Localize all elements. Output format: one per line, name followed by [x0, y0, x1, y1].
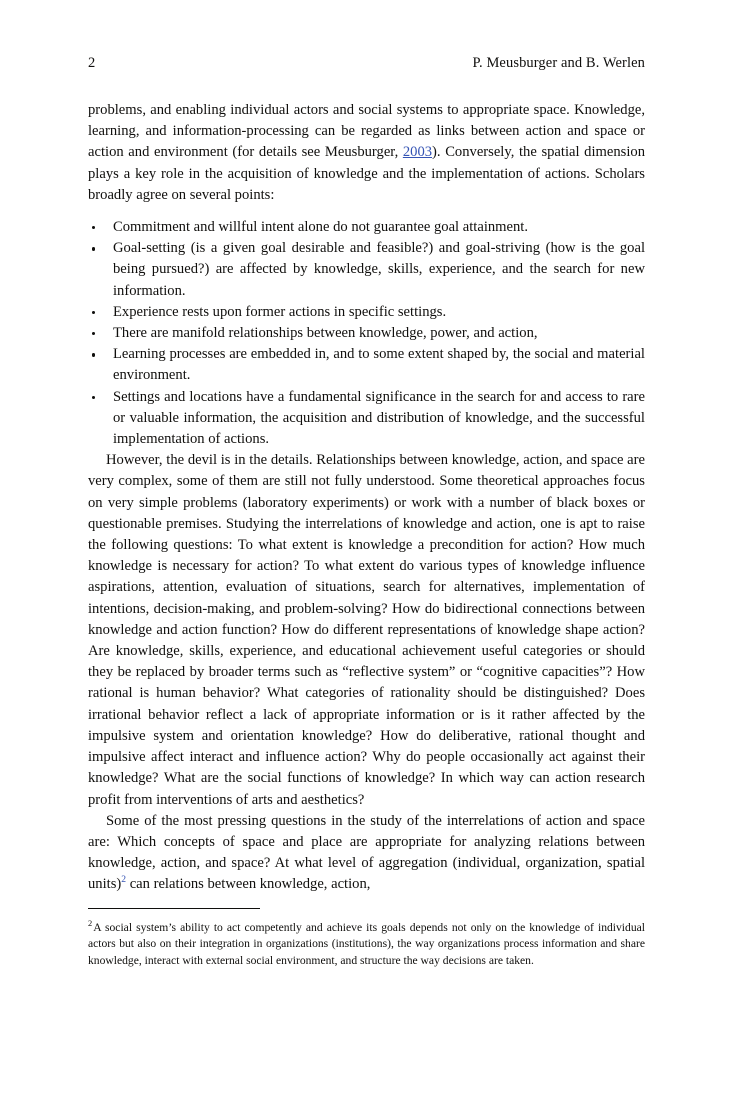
running-head — [88, 54, 645, 72]
paragraph-opening-text-after-link: ). Conversely, the spatial dimension plays a key role in the acquisition of knowledge and the implementation of actions. Scholars broadly agree on several points: — [88, 144, 645, 203]
paragraph-opening — [88, 100, 645, 206]
running-head-authors: P. Meusburger and B. Werlen — [472, 55, 645, 71]
footnote-entry — [88, 920, 645, 969]
list-item-label: Commitment and willful intent alone do not guarantee goal attainment. — [113, 219, 529, 236]
list-item — [88, 323, 645, 344]
paragraph-opening-text-before-link: problems, and enabling individual actors and social systems to appropriate space. Knowledge, learning, and information-processing can be regarded as links between action and space or action and environment (for details see Meusburger, — [88, 102, 645, 161]
bullet-dot-icon — [92, 311, 95, 314]
paragraph-pressing-questions-text-before-marker: Some of the most pressing questions in the study of the interrelations of action and space are: Which concepts of space and place are appropriate for analyzing relations between knowledge, action, and space? At what level of aggregation (individual, organization, spatial units) — [88, 812, 645, 893]
citation-link-meusburger-2003[interactable]: 2003 — [402, 144, 433, 161]
bullet-dot-icon — [92, 353, 95, 356]
list-item-label: Goal-setting (is a given goal desirable and feasible?) and goal-striving (how is the goal being pursued?) are affected by knowledge, skills, experience, and the search for new information. — [113, 240, 645, 299]
list-item-label: Settings and locations have a fundamental significance in the search for and access to rare or valuable information, the acquisition and distribution of knowledge, and the successful implementation of actions. — [113, 388, 645, 448]
footnote-separator-rule — [88, 908, 260, 909]
list-item — [88, 387, 645, 451]
paragraph-pressing-questions — [88, 811, 645, 896]
bullet-dot-icon — [92, 226, 95, 229]
footnote-text: A social system’s ability to act competently and achieve its goals depends not only on the knowledge of individual actors but also on their integration in organizations (institutions), the way organizations process information and share knowledge, interact with external social environment, and structure the way decisions are taken. — [88, 921, 645, 967]
paragraph-pressing-questions-text-after-marker: can relations between knowledge, action, — [126, 876, 371, 893]
list-item-label: Learning processes are embedded in, and to some extent shaped by, the social and material environment. — [113, 346, 645, 384]
bullet-dot-icon — [92, 396, 95, 399]
list-item — [88, 302, 645, 323]
bullet-dot-icon — [92, 247, 95, 250]
body-text-block — [88, 100, 645, 896]
footnote-number: 2 — [88, 919, 93, 929]
list-item-label: There are manifold relationships between knowledge, power, and action, — [113, 325, 538, 342]
list-item — [88, 238, 645, 302]
agreement-points-list — [88, 217, 645, 450]
footnote-zone — [88, 908, 645, 969]
bullet-dot-icon — [92, 332, 95, 335]
page-number: 2 — [88, 55, 96, 71]
footnote-reference-marker[interactable]: 2 — [121, 874, 127, 886]
list-item — [88, 344, 645, 386]
list-item-label: Experience rests upon former actions in specific settings. — [113, 303, 447, 320]
list-item — [88, 217, 645, 238]
paragraph-devil-in-details: However, the devil is in the details. Relationships between knowledge, action, and space are very complex, some of them are still not fully understood. Some theoretical approaches focus on very simple problems (laboratory experiments) or work with a number of black boxes or questionable premises. Studying the interrelations of knowledge and action, one is apt to raise the following questions: To what extent is knowledge a precondition for action? How much knowledge is necessary for action? To what extent do various types of knowledge influence aspirations, attention, evaluation of situations, search for alternatives, implementation of intentions, decision-making, and problem-solving? How do bidirectional connections between knowledge and action function? How do different representations of knowledge shape action? Are knowledge, skills, experience, and educational achievement useful categories or should they be replaced by broader terms such as “reflective system” or “cognitive capacities”? How rational is human behavior? What categories of rationality should be distinguished? Does irrational behavior reflect a lack of appropriate information or is it rather affected by the impulsive system and orientation knowledge? How do deliberative, rational thought and impulsive affect interact and influence action? Why do people occasionally act against their knowledge? What are the social functions of knowledge? In which way can action research profit from interventions of arts and aesthetics? — [88, 452, 645, 808]
